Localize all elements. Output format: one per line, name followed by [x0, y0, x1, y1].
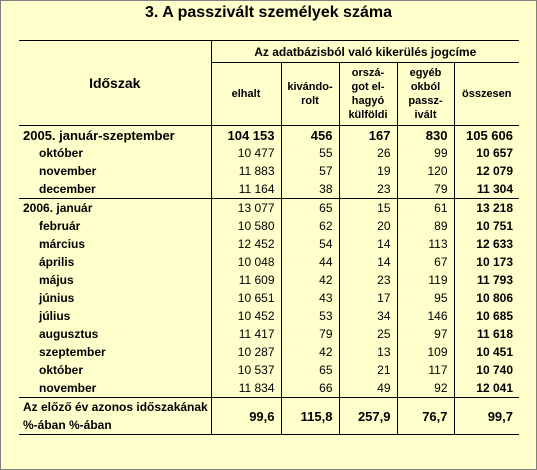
table-cell: 65: [281, 199, 339, 218]
table-cell: 10 657: [454, 144, 519, 162]
row-label: november: [39, 164, 97, 178]
table-cell: 11 618: [454, 325, 519, 343]
row-label: 2005. január-szeptember: [19, 126, 211, 145]
table-cell: 42: [281, 343, 339, 361]
table-cell: 43: [281, 289, 339, 307]
table-cell: 11 883: [211, 162, 281, 180]
table-cell: 167: [339, 126, 397, 145]
row-label: augusztus: [39, 327, 99, 341]
table-cell: 19: [339, 162, 397, 180]
row-label: Az előző év azonos időszakának %-ában %-ában: [19, 398, 211, 435]
table-cell: 11 304: [454, 180, 519, 199]
column-header-line: passz-: [408, 95, 443, 107]
table-cell: 14: [339, 253, 397, 271]
table-cell: 44: [281, 253, 339, 271]
table-cell: 38: [281, 180, 339, 199]
row-label: február: [39, 219, 81, 233]
row-label: június: [39, 291, 75, 305]
table-cell: 10 451: [454, 343, 519, 361]
table-cell: 11 793: [454, 271, 519, 289]
table-cell: 99,6: [211, 398, 281, 435]
table-row: [19, 343, 519, 361]
table-cell: 76,7: [397, 398, 454, 435]
table-row: [19, 325, 519, 343]
table-cell: 15: [339, 199, 397, 218]
table-cell: 119: [397, 271, 454, 289]
row-label: 2006. január: [19, 199, 211, 218]
column-header-line: kivándo-: [287, 81, 333, 93]
table-cell: 456: [281, 126, 339, 145]
row-label: április: [39, 255, 75, 269]
table-cell: 10 651: [211, 289, 281, 307]
table-cell: 67: [397, 253, 454, 271]
table-cell: 146: [397, 307, 454, 325]
table-cell: 34: [339, 307, 397, 325]
row-label: szeptember: [39, 345, 106, 359]
table-row: [19, 199, 519, 218]
column-header: [339, 63, 397, 126]
column-header-line: hagyó: [351, 95, 385, 107]
table-cell: 66: [281, 379, 339, 398]
table-row: [19, 379, 519, 398]
table-cell: 113: [397, 235, 454, 253]
column-header-line: egyéb: [409, 67, 442, 79]
table-cell: 257,9: [339, 398, 397, 435]
table-cell: 830: [397, 126, 454, 145]
table-row: [19, 253, 519, 271]
table-cell: 10 477: [211, 144, 281, 162]
table-cell: 54: [281, 235, 339, 253]
table-cell: 10 685: [454, 307, 519, 325]
table-cell: 79: [397, 180, 454, 199]
table-cell: 10 048: [211, 253, 281, 271]
table-cell: 95: [397, 289, 454, 307]
column-header: [397, 63, 454, 126]
table-cell: 11 834: [211, 379, 281, 398]
table-cell: 13: [339, 343, 397, 361]
table-cell: 26: [339, 144, 397, 162]
table-row: [19, 217, 519, 235]
table-cell: 11 417: [211, 325, 281, 343]
row-label: október: [39, 146, 84, 160]
table-row-percent: [19, 398, 519, 435]
table-cell: 105 606: [454, 126, 519, 145]
table-cell: 25: [339, 325, 397, 343]
table-cell: 120: [397, 162, 454, 180]
table-cell: 13 077: [211, 199, 281, 218]
row-label: március: [39, 237, 86, 251]
table-row: [19, 289, 519, 307]
table-cell: 89: [397, 217, 454, 235]
table-cell: 61: [397, 199, 454, 218]
column-header: [454, 63, 519, 126]
data-table: [19, 40, 519, 435]
column-header-line: elhalt: [231, 88, 261, 100]
table-cell: 65: [281, 361, 339, 379]
table-cell: 109: [397, 343, 454, 361]
column-header-line: ivált: [414, 109, 437, 121]
row-label: július: [39, 309, 71, 323]
table-cell: 99,7: [454, 398, 519, 435]
table-row: [19, 235, 519, 253]
row-label: november: [39, 381, 97, 395]
table-cell: 57: [281, 162, 339, 180]
table-cell: 117: [397, 361, 454, 379]
table-cell: 115,8: [281, 398, 339, 435]
table-cell: 11 164: [211, 180, 281, 199]
row-label: május: [39, 273, 74, 287]
table-cell: 104 153: [211, 126, 281, 145]
table-cell: 79: [281, 325, 339, 343]
table-row: [19, 307, 519, 325]
table-cell: 10 287: [211, 343, 281, 361]
column-header-line: orszá-: [351, 67, 385, 79]
table-row: [19, 144, 519, 162]
row-label: december: [39, 182, 96, 196]
table-cell: 12 633: [454, 235, 519, 253]
table-cell: 20: [339, 217, 397, 235]
header-group: Az adatbázisból való kikerülés jogcíme: [211, 41, 519, 63]
table-row: [19, 126, 519, 145]
table-cell: 12 041: [454, 379, 519, 398]
table-cell: 42: [281, 271, 339, 289]
table-cell: 97: [397, 325, 454, 343]
table-cell: 12 079: [454, 162, 519, 180]
table-cell: 17: [339, 289, 397, 307]
table-cell: 10 537: [211, 361, 281, 379]
table-cell: 55: [281, 144, 339, 162]
column-header-line: okból: [410, 81, 441, 93]
table-cell: 10 452: [211, 307, 281, 325]
table-cell: 23: [339, 271, 397, 289]
table-cell: 62: [281, 217, 339, 235]
table-cell: 53: [281, 307, 339, 325]
table-cell: 10 173: [454, 253, 519, 271]
table-cell: 21: [339, 361, 397, 379]
column-header: [281, 63, 339, 126]
column-header: [211, 63, 281, 126]
table-cell: 10 751: [454, 217, 519, 235]
table-cell: 14: [339, 235, 397, 253]
column-header-line: külföldi: [348, 109, 388, 121]
table-row: [19, 361, 519, 379]
row-label: október: [39, 363, 84, 377]
table-row: [19, 271, 519, 289]
table-cell: 10 806: [454, 289, 519, 307]
header-period: Időszak: [19, 41, 211, 126]
table-cell: 11 609: [211, 271, 281, 289]
column-header-line: rolt: [301, 95, 319, 107]
table-row: [19, 180, 519, 199]
table-cell: 99: [397, 144, 454, 162]
table-cell: 12 452: [211, 235, 281, 253]
table-cell: 10 580: [211, 217, 281, 235]
page-title: 3. A passzivált személyek száma: [145, 4, 392, 21]
table-cell: 23: [339, 180, 397, 199]
table-cell: 10 740: [454, 361, 519, 379]
table-cell: 92: [397, 379, 454, 398]
table-row: [19, 162, 519, 180]
column-header-line: összesen: [461, 88, 512, 100]
column-header-line: got el-: [351, 81, 385, 93]
table-cell: 13 218: [454, 199, 519, 218]
table-cell: 49: [339, 379, 397, 398]
